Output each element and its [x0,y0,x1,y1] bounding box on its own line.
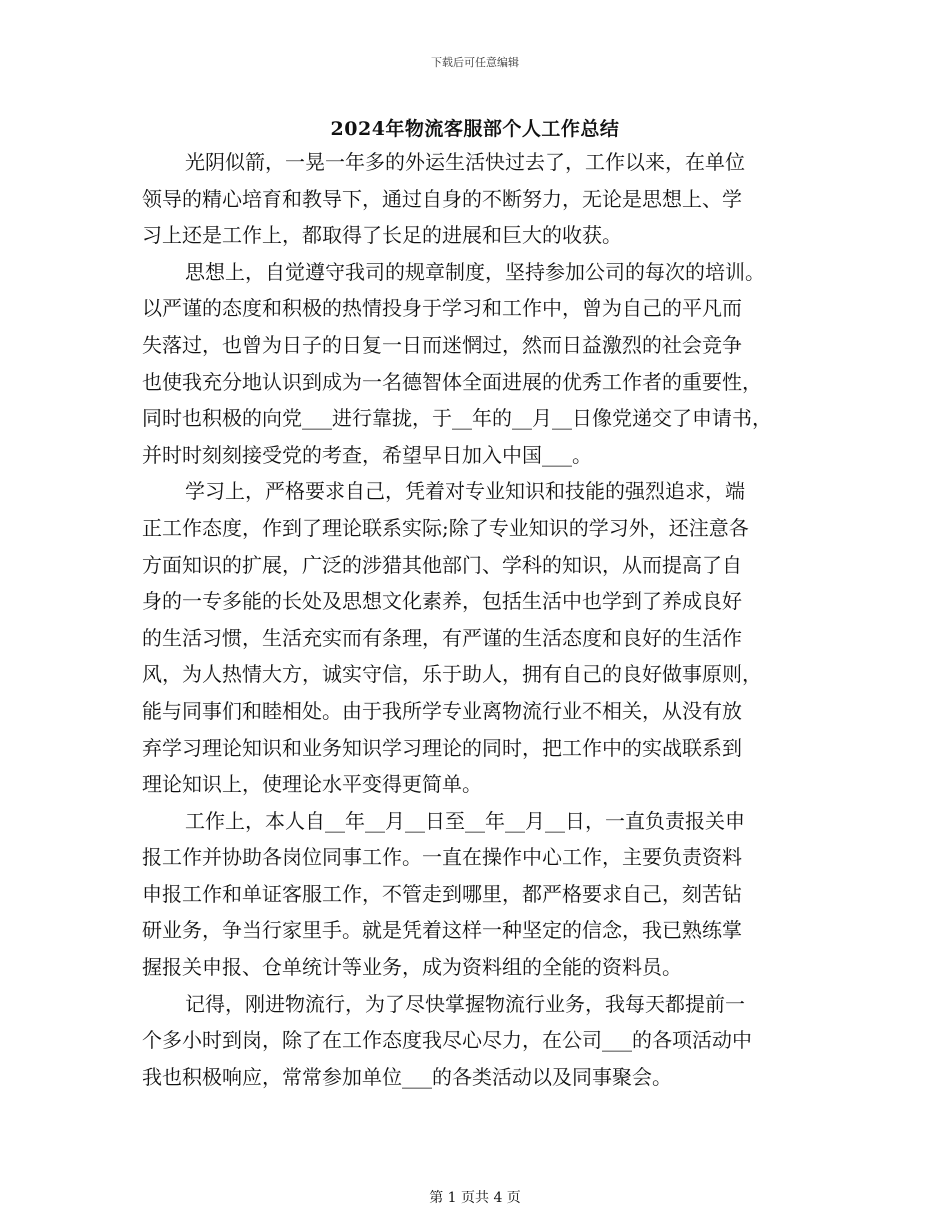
paragraph-line: 失落过，也曾为日子的日复一日而迷惘过，然而日益激烈的社会竞争 [142,332,742,357]
paragraph-line: 习上还是工作上，都取得了长足的进展和巨大的收获。 [142,223,622,248]
paragraph-line: 领导的精心培育和教导下，通过自身的不断努力，无论是思想上、学 [142,186,742,211]
paragraph-line: 个多小时到岗，除了在工作态度我尽心尽力，在公司___的各项活动中 [142,1028,752,1053]
document-body [142,144,822,1095]
paragraph-line: 风，为人热情大方，诚实守信，乐于助人，拥有自己的良好做事原则， [142,662,762,687]
paragraph-line: 研业务，争当行家里手。就是凭着这样一种坚定的信念，我已熟练掌 [142,918,742,943]
paragraph-line: 正工作态度，作到了理论联系实际;除了专业知识的学习外，还注意各 [142,515,749,540]
paragraph-line: 工作上，本人自__年__月__日至__年__月__日，一直负责报关申 [185,808,745,833]
paragraph-line: 同时也积极的向党___进行靠拢，于__年的__月__日像党递交了申请书， [142,406,772,431]
paragraph-line: 的生活习惯，生活充实而有条理，有严谨的生活态度和良好的生活作 [142,625,742,650]
paragraph-line: 记得，刚进物流行，为了尽快掌握物流行业务，我每天都提前一 [185,991,745,1016]
paragraph-line: 并时时刻刻接受党的考查，希望早日加入中国___。 [142,442,592,467]
paragraph-line: 方面知识的扩展，广泛的涉猎其他部门、学科的知识，从而提高了自 [142,552,742,577]
document-title: 2024年物流客服部个人工作总结 [330,118,620,140]
paragraph-line: 学习上，严格要求自己，凭着对专业知识和技能的强烈追求，端 [185,479,745,504]
paragraph-line: 理论知识上，使理论水平变得更简单。 [142,772,482,797]
paragraph-line: 光阴似箭，一晃一年多的外运生活快过去了，工作以来，在单位 [185,150,745,174]
paragraph-line: 能与同事们和睦相处。由于我所学专业离物流行业不相关，从没有放 [142,698,742,723]
paragraph-line: 申报工作和单证客服工作，不管走到哪里，都严格要求自己，刻苦钻 [142,881,742,906]
paragraph-line: 我也积极响应，常常参加单位___的各类活动以及同事聚会。 [142,1064,672,1089]
paragraph-line: 也使我充分地认识到成为一名德智体全面进展的优秀工作者的重要性， [142,369,762,394]
paragraph-line: 身的一专多能的长处及思想文化素养，包括生活中也学到了养成良好 [142,589,742,614]
paragraph-line: 思想上，自觉遵守我司的规章制度，坚持参加公司的每次的培训。 [185,259,765,284]
paragraph-line: 握报关申报、仓单统计等业务，成为资料组的全能的资料员。 [142,955,682,980]
paragraph-line: 以严谨的态度和积极的热情投身于学习和工作中，曾为自己的平凡而 [142,296,742,321]
header-note: 下载后可任意编辑 [431,56,519,69]
page-number: 第 1 页共 4 页 [429,1190,521,1206]
paragraph-line: 弃学习理论知识和业务知识学习理论的同时，把工作中的实战联系到 [142,735,742,760]
paragraph-line: 报工作并协助各岗位同事工作。一直在操作中心工作，主要负责资料 [142,845,742,870]
